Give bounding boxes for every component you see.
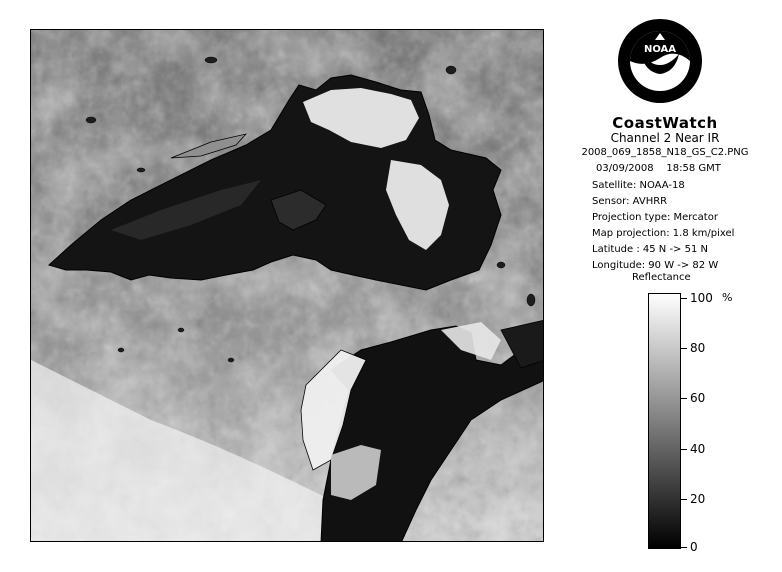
image-filename: 2008_069_1858_N18_GS_C2.PNG — [581, 147, 749, 158]
colorbar-tick — [681, 398, 687, 399]
colorbar-unit: % — [722, 291, 733, 304]
colorbar-tick-label: 40 — [690, 442, 706, 456]
satellite-info: Satellite: NOAA-18 — [592, 180, 685, 191]
sensor-info: Sensor: AVHRR — [592, 196, 668, 207]
acquisition-date: 03/09/2008 — [596, 163, 654, 174]
product-title: CoastWatch — [612, 114, 718, 132]
colorbar-tick-label: 100 — [690, 291, 713, 305]
noaa-emblem — [617, 18, 703, 104]
channel-subtitle: Channel 2 Near IR — [610, 131, 720, 145]
colorbar-tick — [681, 449, 687, 450]
map-graphic — [31, 30, 544, 542]
satellite-image-map — [30, 29, 544, 542]
colorbar-tick — [681, 348, 687, 349]
logo-text: NOAA — [643, 44, 677, 55]
colorbar-tick-label: 60 — [690, 391, 706, 405]
latitude-info: Latitude : 45 N -> 51 N — [592, 244, 708, 255]
projection-type-info: Projection type: Mercator — [592, 212, 718, 223]
acquisition-datetime — [596, 163, 721, 174]
colorbar-tick — [681, 547, 687, 548]
colorbar-tick — [681, 298, 687, 299]
noaa-logo — [617, 18, 703, 104]
acquisition-time: 18:58 GMT — [666, 163, 721, 174]
colorbar-tick — [681, 499, 687, 500]
colorbar-tick-label: 0 — [690, 540, 698, 554]
colorbar-tick-label: 80 — [690, 341, 706, 355]
longitude-info: Longitude: 90 W -> 82 W — [592, 260, 719, 271]
reflectance-colorbar — [648, 293, 681, 549]
colorbar-tick-label: 20 — [690, 492, 706, 506]
colorbar-label: Reflectance — [632, 272, 691, 283]
map-projection-info: Map projection: 1.8 km/pixel — [592, 228, 735, 239]
